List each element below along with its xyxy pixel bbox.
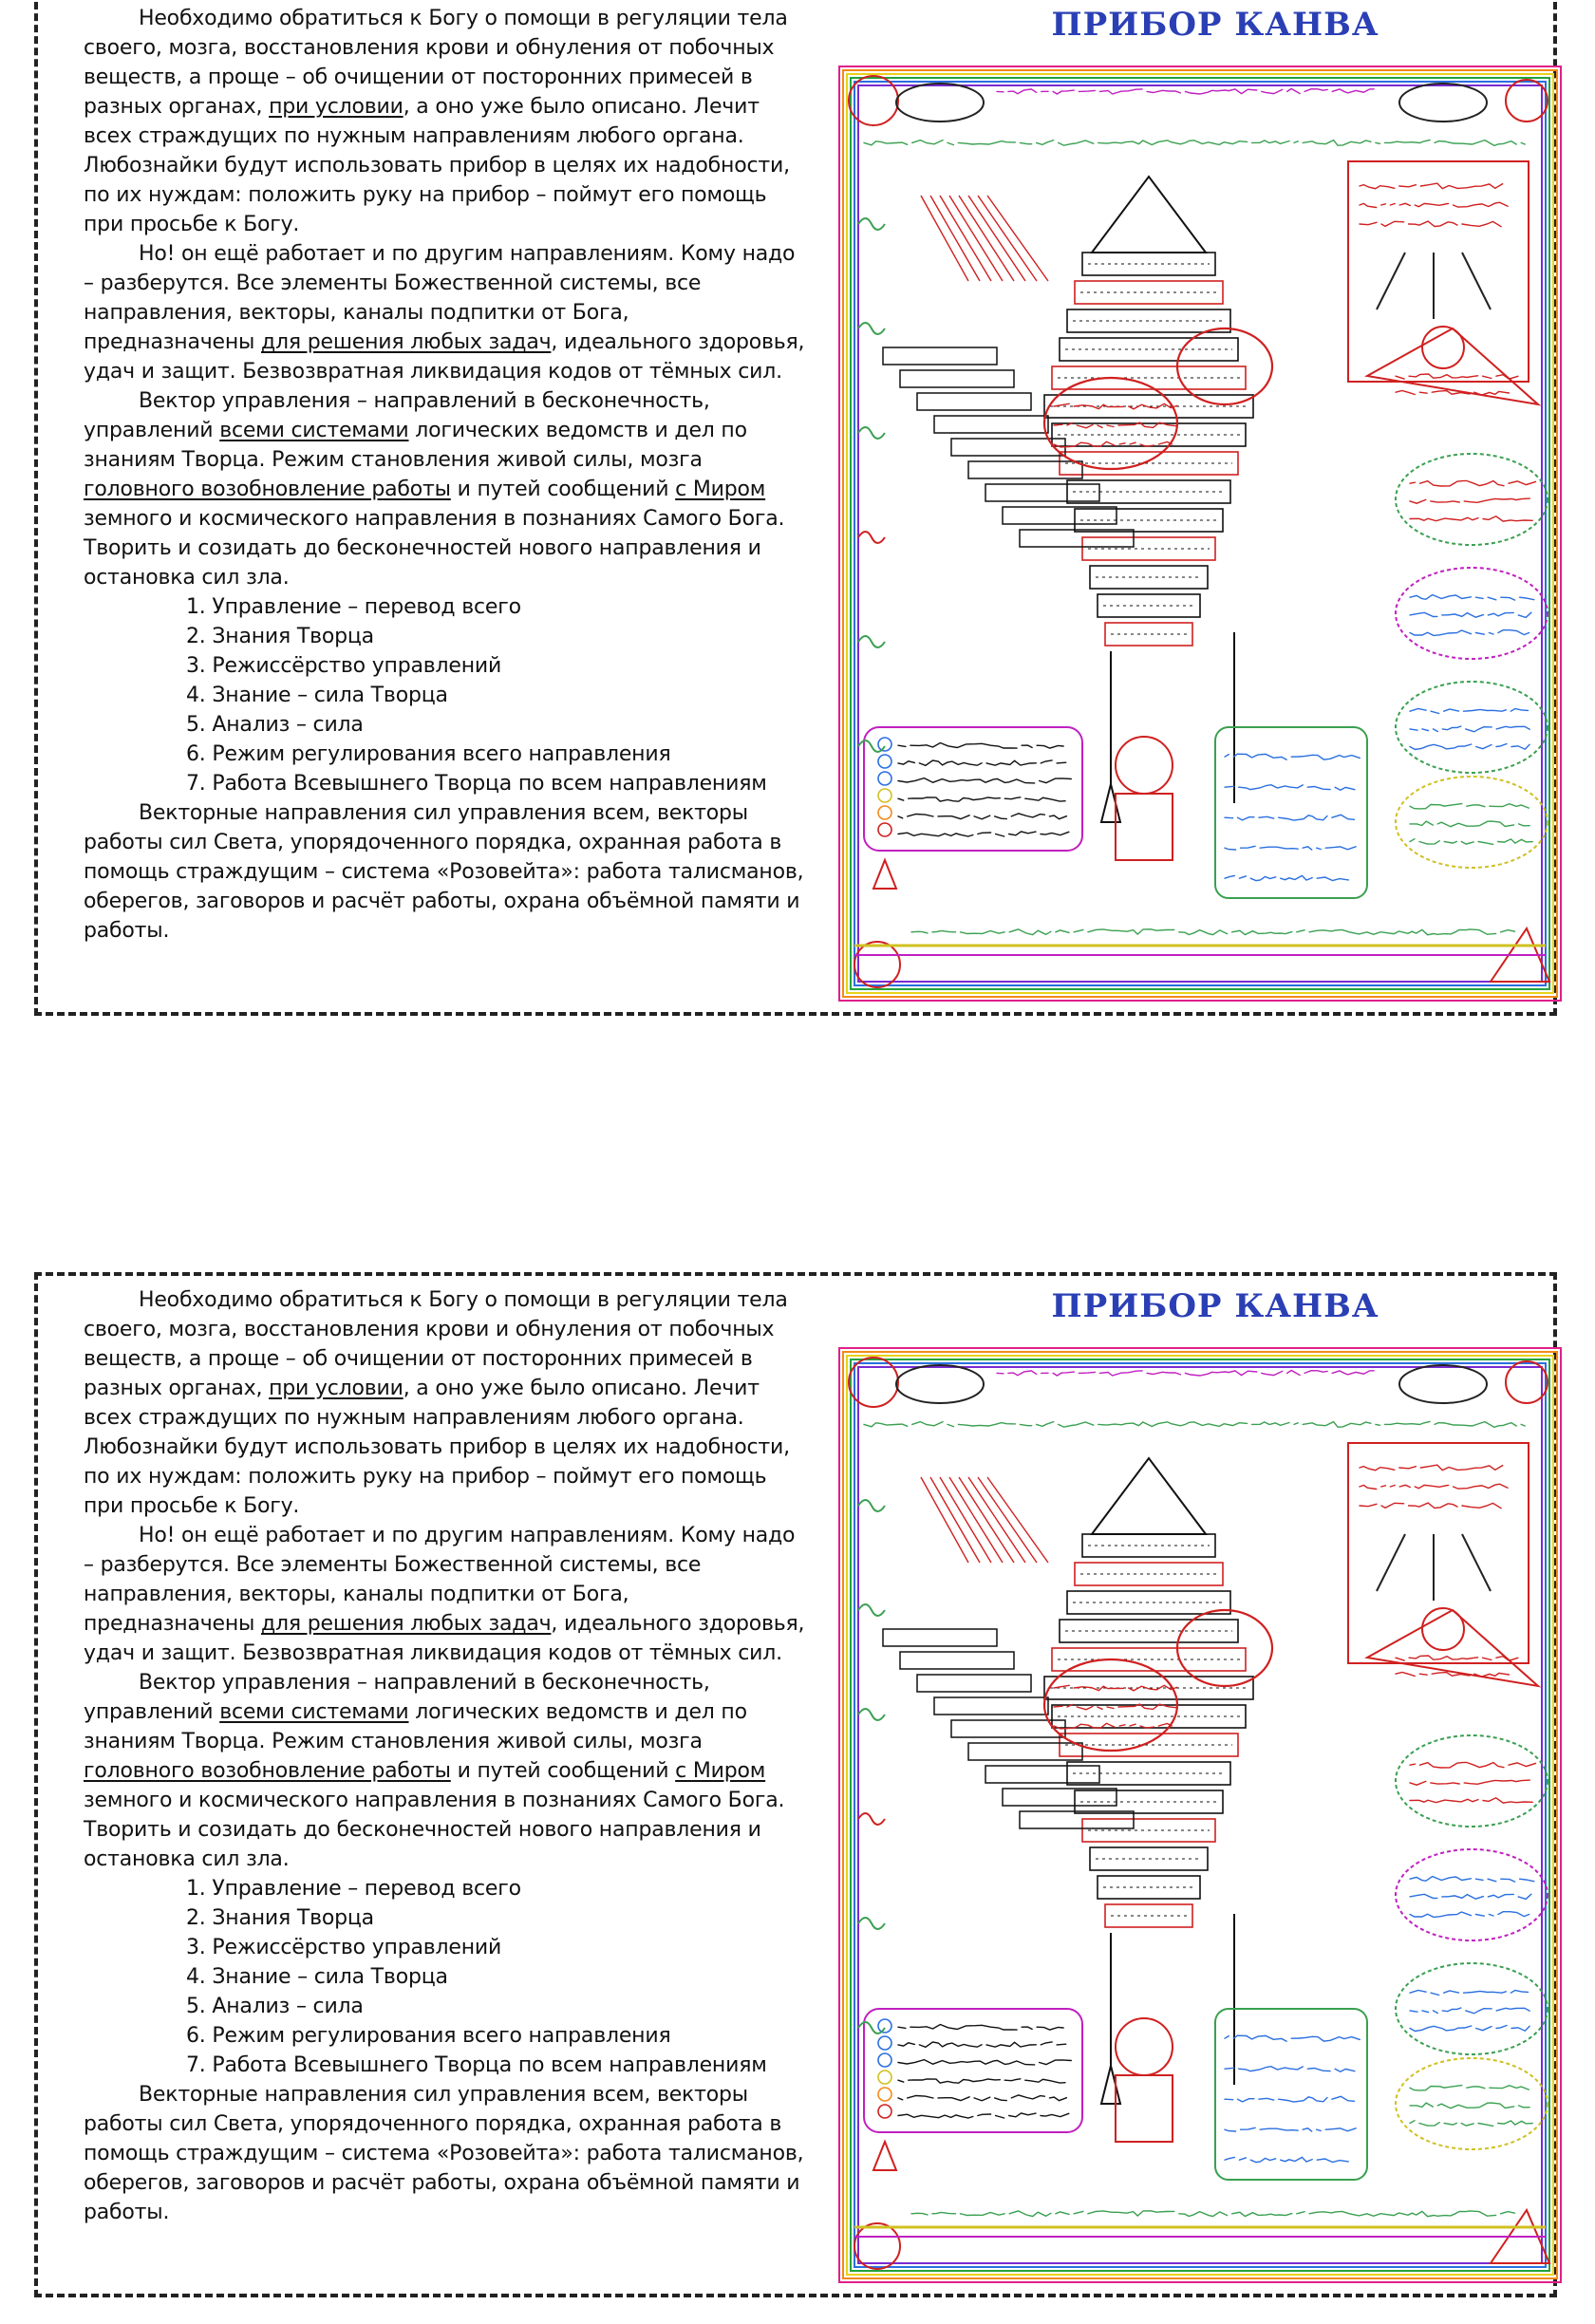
device-drawing — [835, 63, 1565, 1004]
red-ray — [949, 1477, 1003, 1563]
red-ray — [940, 196, 991, 281]
level-dot — [878, 772, 891, 785]
underlined-phrase: с Миром — [675, 478, 766, 501]
frame-border — [851, 1359, 1549, 2271]
side-glyph — [858, 2022, 885, 2034]
paragraph-1: Необходимо обратиться к Богу о помощи в регуляции тела своего, мозга, восстановления крови и обнуления от побочных веществ, а проще – об очищении от посторонних примесей в разных органах, при условии, а оно уже было описано. Лечит всех страждущих по нужным направлениям любого органа. Любознайки будут использовать прибор в целях их надобности, по их нуждам: положить руку на прибор – поймут его помощь при просьбе к Богу. — [84, 7, 790, 236]
eye-emblem — [1399, 84, 1487, 122]
frame-border — [843, 70, 1557, 997]
underlined-phrase: при условии — [269, 95, 403, 119]
stamp-figure — [1116, 2075, 1173, 2142]
level-dot — [878, 789, 891, 802]
stamp-figure — [1116, 2018, 1173, 2075]
handwriting-scribble — [864, 1421, 1525, 1427]
handwriting-scribble — [1225, 754, 1360, 880]
left-arm-block — [968, 1743, 1082, 1760]
list-item: 5. Анализ – сила — [186, 1995, 364, 2018]
handwriting-scribble — [898, 743, 1071, 837]
list-item: 7. Работа Всевышнего Творца по всем направлениям — [186, 2053, 767, 2077]
side-glyph — [858, 636, 885, 647]
side-glyph — [858, 532, 885, 543]
formula-box — [1215, 2009, 1367, 2180]
paragraph-1: Необходимо обратиться к Богу о помощи в регуляции тела своего, мозга, восстановления крови и обнуления от побочных веществ, а проще – об очищении от посторонних примесей в разных органах, при условии, а оно уже было описано. Лечит всех страждущих по нужным направлениям любого органа. Любознайки будут использовать прибор в целях их надобности, по их нуждам: положить руку на прибор – поймут его помощь при просьбе к Богу. — [84, 1288, 790, 1518]
handwriting-scribble — [997, 89, 1374, 95]
card-top — [34, 0, 1557, 1016]
red-ray — [940, 1477, 991, 1563]
device-title: ПРИБОР КАНВА — [1051, 6, 1379, 44]
underlined-phrase: головного возобновление работы — [84, 1759, 451, 1783]
device-illustration — [835, 63, 1565, 1004]
underlined-phrase: для решения любых задач — [261, 1612, 552, 1636]
handwriting-scribble — [1410, 1762, 1537, 1803]
handwriting-scribble — [1410, 595, 1534, 636]
handwriting-scribble — [1360, 183, 1508, 227]
handwriting-scribble — [1410, 1991, 1529, 2032]
list-item: 5. Анализ – сила — [186, 713, 364, 737]
side-glyph — [858, 1918, 885, 1929]
text-column — [84, 4, 805, 946]
side-panel — [1348, 161, 1529, 382]
list-item: 1. Управление – перевод всего — [186, 1877, 521, 1901]
underlined-phrase: головного возобновление работы — [84, 478, 451, 501]
level-dot — [878, 823, 891, 836]
tower-top — [1092, 177, 1206, 253]
left-arm-block — [934, 416, 1048, 433]
device-illustration — [835, 1344, 1565, 2286]
list-item: 6. Режим регулирования всего направления — [186, 2024, 671, 2048]
bottom-spire — [1101, 1933, 1120, 2104]
handwriting-scribble — [997, 1371, 1374, 1377]
paragraph-4: Векторные направления сил управления всем, векторы работы сил Света, упорядоченного порядка, охранная работа в помощь страждущим – система «Розовейта»: работа талисманов, оберегов, заговоров и расчёт работы, охрана объёмной памяти и работы. — [84, 801, 804, 943]
underlined-phrase: при условии — [269, 1377, 403, 1400]
handwriting-scribble — [1410, 804, 1537, 845]
corner-emblem — [854, 2223, 900, 2269]
device-title: ПРИБОР КАНВА — [1051, 1287, 1379, 1325]
left-arm-block — [900, 1652, 1014, 1669]
eye-emblem — [1399, 1365, 1487, 1403]
frame-border — [839, 66, 1561, 1001]
level-dot — [878, 2036, 891, 2050]
side-glyph — [858, 323, 885, 334]
left-arm-block — [968, 461, 1082, 478]
frame-border — [858, 1367, 1542, 2263]
side-glyph — [858, 1604, 885, 1616]
handwriting-scribble — [898, 2025, 1071, 2119]
side-glyph — [858, 1500, 885, 1511]
frame-border — [847, 74, 1553, 993]
left-table — [864, 2009, 1082, 2132]
right-oval — [1396, 777, 1548, 868]
left-arm-block — [883, 1629, 997, 1646]
level-dot — [878, 755, 891, 768]
paragraph-2: Но! он ещё работает и по другим направлениям. Кому надо – разберутся. Все элементы Божественной системы, все направления, векторы, каналы подпитки от Бога, предназначены для решения любых задач, идеального здоровья, удач и защит. Безвозвратная ликвидация кодов от тёмных сил. — [84, 242, 805, 384]
paragraph-4: Векторные направления сил управления всем, векторы работы сил Света, упорядоченного порядка, охранная работа в помощь страждущим – система «Розовейта»: работа талисманов, оберегов, заговоров и расчёт работы, охрана объёмной памяти и работы. — [84, 2083, 804, 2224]
frame-border — [851, 78, 1549, 989]
underlined-phrase: для решения любых задач — [261, 330, 552, 354]
level-dot — [878, 2019, 891, 2033]
stamp-figure — [1116, 737, 1173, 794]
panel-arrows — [1377, 1534, 1491, 1601]
list-item: 3. Режиссёрство управлений — [186, 1936, 502, 1959]
card-bottom — [34, 1272, 1557, 2297]
device-drawing — [835, 1344, 1565, 2286]
red-ray — [921, 1477, 968, 1563]
bottom-spire — [1101, 651, 1120, 822]
level-dot — [878, 2088, 891, 2101]
handwriting-scribble — [1410, 1877, 1534, 1918]
list-item: 2. Знания Творца — [186, 625, 374, 648]
level-dot — [878, 2071, 891, 2084]
handwriting-scribble — [1410, 709, 1529, 750]
left-arm-block — [985, 1766, 1099, 1783]
red-ray — [921, 196, 968, 281]
corner-emblem — [849, 76, 898, 125]
handwriting-scribble — [864, 140, 1525, 145]
paragraph-3: Вектор управления – направлений в бесконечность, управлений всеми системами логических ведомств и дел по знаниям Творца. Режим становления живой силы, мозга головного возобновление работы и путей сообщений с Миром земного и космического направления в познаниях Самого Бога. Творить и созидать до бесконечностей нового направления и остановка сил зла. — [84, 1671, 785, 1871]
underlined-phrase: с Миром — [675, 1759, 766, 1783]
list-item: 1. Управление – перевод всего — [186, 595, 521, 619]
numbered-list — [84, 1874, 805, 2080]
left-table — [864, 727, 1082, 851]
side-glyph — [858, 427, 885, 439]
corner-emblem — [849, 1358, 898, 1407]
frame-border — [847, 1356, 1553, 2275]
handwriting-scribble — [1410, 2086, 1537, 2127]
small-triangle — [873, 860, 896, 889]
level-dot — [878, 2105, 891, 2118]
list-item: 4. Знание – сила Творца — [186, 1965, 448, 1989]
list-item: 2. Знания Творца — [186, 1906, 374, 1930]
corner-emblem — [854, 942, 900, 987]
list-item: 3. Режиссёрство управлений — [186, 654, 502, 678]
paragraph-2: Но! он ещё работает и по другим направлениям. Кому надо – разберутся. Все элементы Божественной системы, все направления, векторы, каналы подпитки от Бога, предназначены для решения любых задач, идеального здоровья, удач и защит. Безвозвратная ликвидация кодов от тёмных сил. — [84, 1524, 805, 1665]
handwriting-scribble — [911, 2211, 1515, 2217]
list-item: 4. Знание – сила Творца — [186, 684, 448, 707]
frame-border — [839, 1348, 1561, 2282]
left-arm-block — [883, 347, 997, 365]
level-dot — [878, 806, 891, 819]
tower-top — [1092, 1458, 1206, 1534]
side-panel — [1348, 1443, 1529, 1663]
frame-border — [858, 85, 1542, 982]
red-ray — [930, 196, 980, 281]
formula-box — [1215, 727, 1367, 898]
text-column — [84, 1285, 805, 2227]
handwriting-scribble — [1360, 1465, 1508, 1509]
side-glyph — [858, 218, 885, 230]
underlined-phrase: всеми системами — [219, 1700, 409, 1724]
level-dot — [878, 738, 891, 751]
numbered-list — [84, 592, 805, 798]
frame-border — [843, 1352, 1557, 2278]
left-arm-block — [934, 1697, 1048, 1715]
red-ray — [949, 196, 1003, 281]
handwriting-scribble — [1054, 403, 1177, 447]
stamp-figure — [1116, 794, 1173, 860]
red-ray — [930, 1477, 980, 1563]
panel-arrows — [1377, 253, 1491, 319]
left-arm-block — [900, 370, 1014, 387]
paragraph-3: Вектор управления – направлений в бесконечность, управлений всеми системами логических ведомств и дел по знаниям Творца. Режим становления живой силы, мозга головного возобновление работы и путей сообщений с Миром земного и космического направления в познаниях Самого Бога. Творить и созидать до бесконечностей нового направления и остановка сил зла. — [84, 389, 785, 590]
left-arm-block — [917, 1675, 1031, 1692]
eye-emblem — [896, 1365, 984, 1403]
level-dot — [878, 2053, 891, 2067]
left-arm-block — [917, 393, 1031, 410]
side-glyph — [858, 1813, 885, 1825]
right-oval — [1396, 2058, 1548, 2149]
side-glyph — [858, 1709, 885, 1720]
handwriting-scribble — [1054, 1685, 1177, 1729]
left-arm-block — [985, 484, 1099, 501]
side-glyph — [858, 740, 885, 752]
list-item: 7. Работа Всевышнего Творца по всем направлениям — [186, 772, 767, 796]
handwriting-scribble — [1225, 2035, 1360, 2162]
list-item: 6. Режим регулирования всего направления — [186, 742, 671, 766]
handwriting-scribble — [1410, 480, 1537, 521]
eye-emblem — [896, 84, 984, 122]
small-triangle — [873, 2142, 896, 2170]
underlined-phrase: всеми системами — [219, 419, 409, 442]
handwriting-scribble — [911, 929, 1515, 935]
